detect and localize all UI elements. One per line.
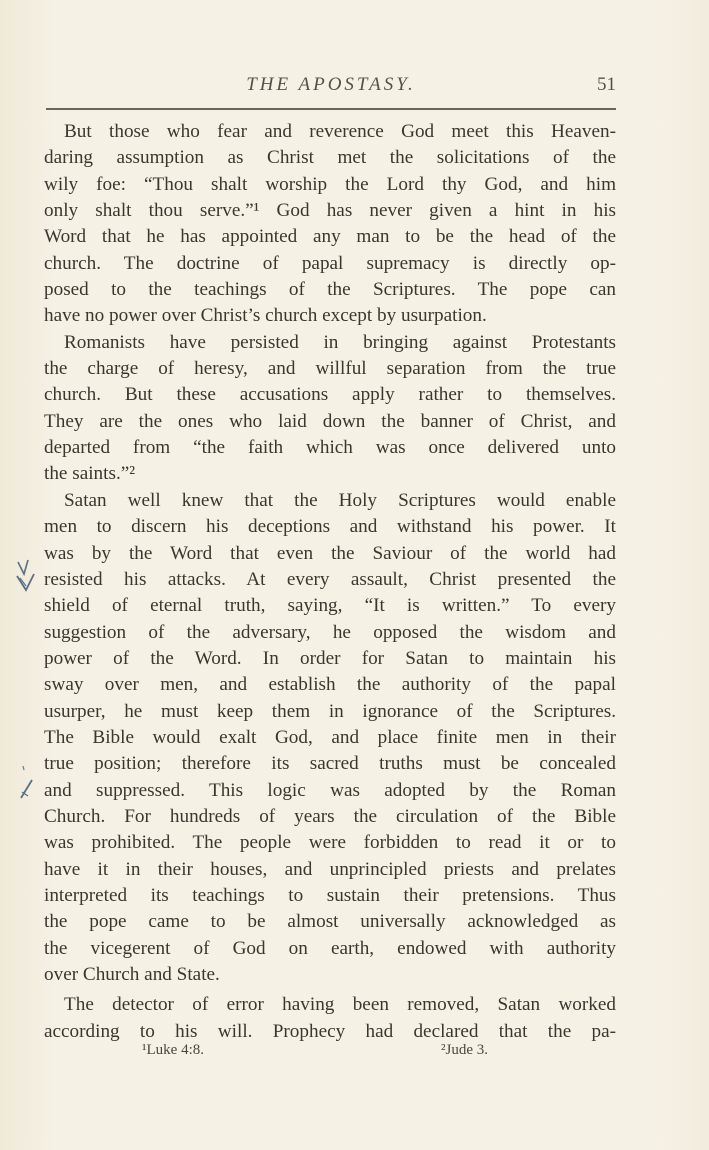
text-line: power of the Word. In order for Satan to maintain his (44, 647, 616, 669)
text-line: But those who fear and reverence God meet this Heaven- (64, 121, 616, 142)
header-rule (46, 108, 616, 110)
text-line: the vicegerent of God on earth, endowed with authority (44, 937, 616, 959)
text-line: shield of eternal truth, saying, “It is written.” To every (44, 595, 616, 617)
footnote-2: ²Jude 3. (441, 1042, 488, 1058)
text-line: resisted his attacks. At every assault, Christ presented the (44, 568, 616, 590)
page-number: 51 (597, 74, 616, 95)
text-line: daring assumption as Christ met the solicitations of the (44, 147, 616, 169)
text-line: church. But these accusations apply rather to themselves. (44, 384, 616, 406)
text-line: interpreted its teachings to sustain their pretensions. Thus (44, 884, 616, 906)
text-line: Satan well knew that the Holy Scriptures would enable (64, 489, 616, 511)
text-line: over Church and State. (44, 964, 220, 985)
paragraph-2 (44, 330, 616, 488)
text-line: The Bible would exalt God, and place finite men in their (44, 726, 616, 748)
text-line: sway over men, and establish the authority of the papal (44, 674, 616, 696)
body-text (44, 119, 616, 1045)
text-line: Romanists have persisted in bringing against Protestants (64, 331, 616, 353)
text-line: have it in their houses, and unprincipled priests and prelates (44, 858, 616, 880)
text-line: suggestion of the adversary, he opposed the wisdom and (44, 621, 616, 643)
text-line: Church. For hundreds of years the circulation of the Bible (44, 805, 616, 827)
text-line: the saints.”² (44, 463, 136, 485)
text-line: departed from “the faith which was once delivered unto (44, 437, 616, 459)
text-line: wily foe: “Thou shalt worship the Lord thy God, and him (44, 173, 616, 195)
text-line: was prohibited. The people were forbidden to read it or to (44, 832, 616, 854)
margin-slash-mark-icon (16, 762, 40, 802)
text-line: They are the ones who laid down the banner of Christ, and (44, 410, 616, 432)
text-line: true position; therefore its sacred truths must be concealed (44, 753, 616, 775)
text-line: church. The doctrine of papal supremacy is directly op- (44, 252, 616, 274)
text-line: and suppressed. This logic was adopted by the Roman (44, 779, 616, 801)
text-line: the pope came to be almost universally acknowledged as (44, 911, 616, 933)
text-line: usurper, he must keep them in ignorance of the Scriptures. (44, 700, 616, 722)
text-line: The detector of error having been removed, Satan worked (64, 994, 616, 1016)
text-line: only shalt thou serve.”¹ God has never given a hint in his (44, 200, 616, 222)
text-line: men to discern his deceptions and withstand his power. It (44, 516, 616, 538)
text-line: according to his will. Prophecy had declared that the pa- (44, 1020, 616, 1042)
footnotes (44, 1042, 616, 1064)
text-line: have no power over Christ’s church except by usurpation. (44, 305, 487, 327)
running-title: THE APOSTASY. (246, 74, 416, 95)
margin-check-mark-icon (14, 556, 38, 596)
text-line: was by the Word that even the Saviour of the world had (44, 542, 616, 564)
text-line: the charge of heresy, and willful separation from the true (44, 358, 616, 380)
paragraph-1 (44, 119, 616, 330)
text-line: Word that he has appointed any man to be the head of the (44, 226, 616, 248)
page-header (44, 74, 618, 102)
paragraph-3 (44, 488, 616, 989)
footnote-1: ¹Luke 4:8. (142, 1042, 204, 1058)
paragraph-4 (44, 992, 616, 1045)
text-line: posed to the teachings of the Scriptures. The pope can (44, 279, 616, 301)
